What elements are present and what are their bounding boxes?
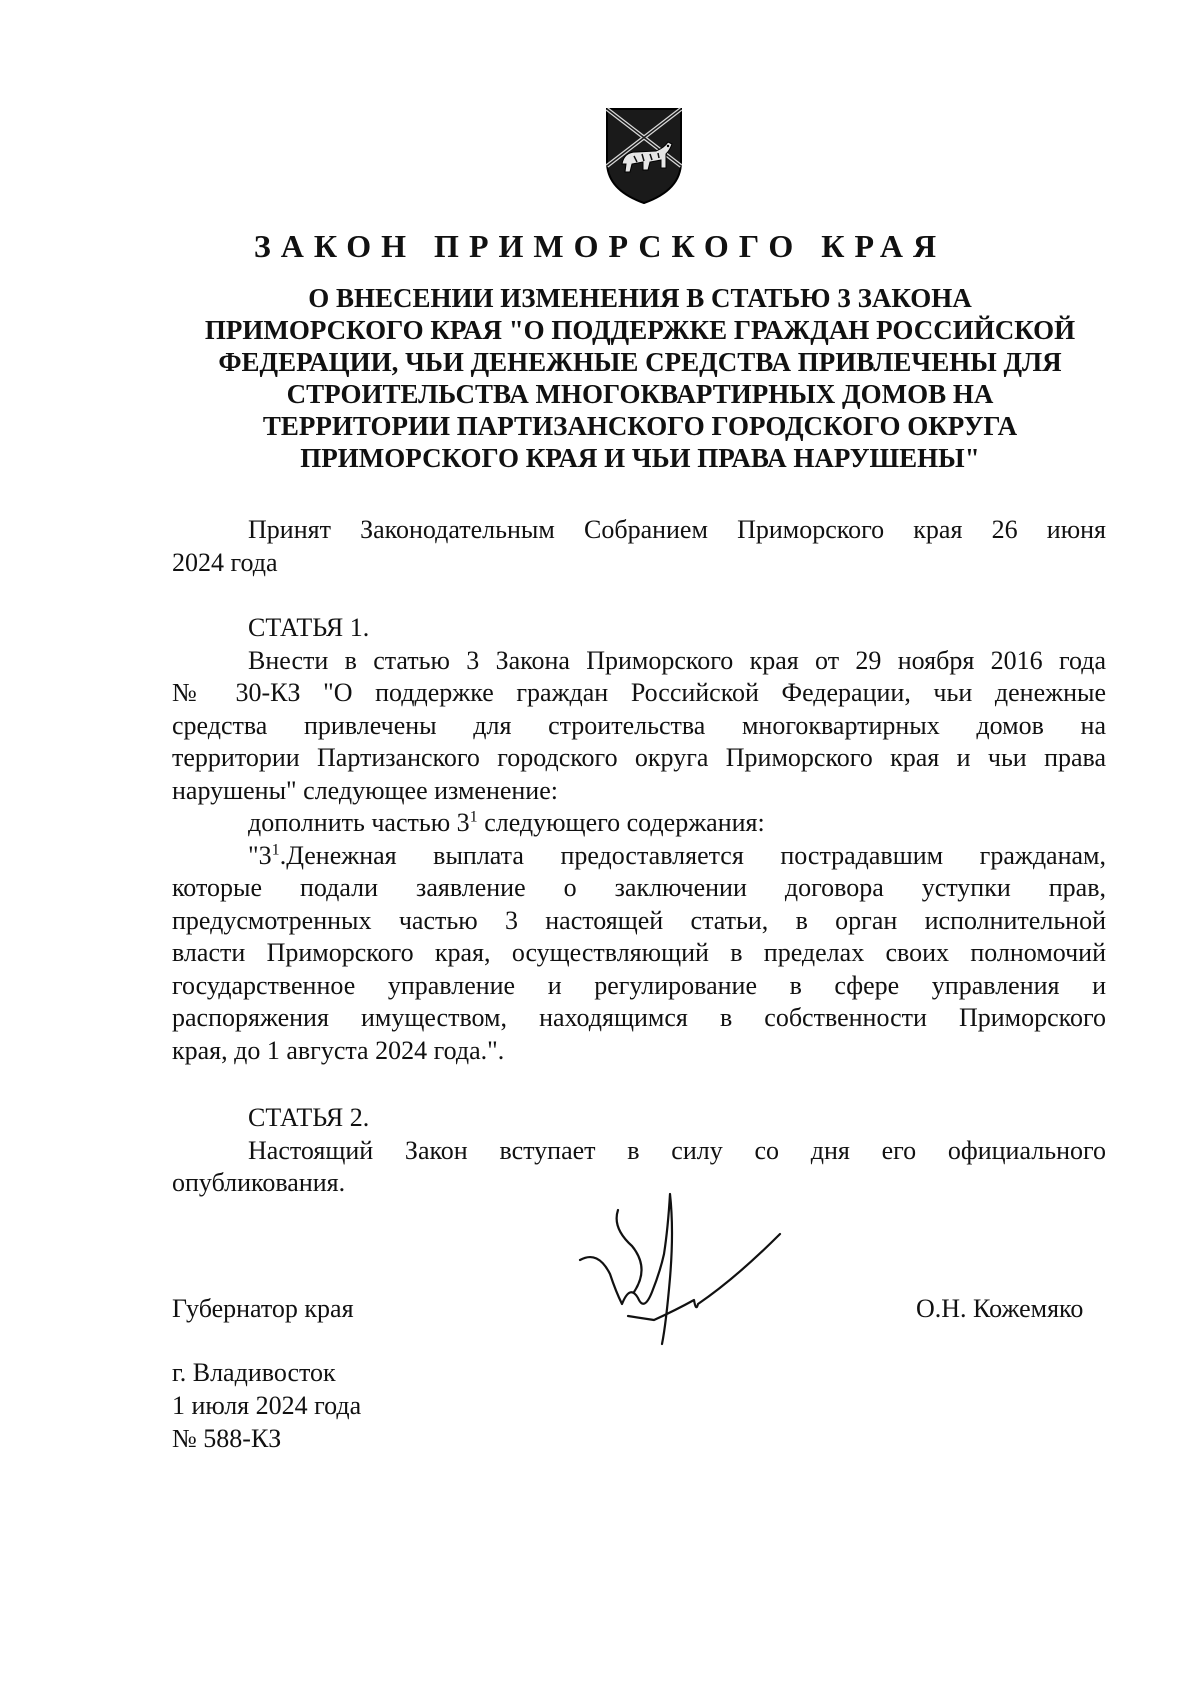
article-1-line: территории Партизанского городского округа Приморского края и чьи права xyxy=(172,743,1106,772)
supplement-suffix: следующего содержания: xyxy=(477,808,765,837)
article-1-line: нарушены" следующее изменение: xyxy=(172,775,558,805)
footer-city: г. Владивосток xyxy=(172,1358,336,1387)
subtitle-line: О ВНЕСЕНИИ ИЗМЕНЕНИЯ В СТАТЬЮ 3 ЗАКОНА xyxy=(308,283,972,313)
supplement-prefix: дополнить частью 3 xyxy=(248,808,470,837)
article-2-line: Настоящий Закон вступает в силу со дня его официального xyxy=(248,1135,1106,1165)
signatory-position: Губернатор края xyxy=(172,1294,354,1323)
article-2-line: опубликования. xyxy=(172,1168,346,1197)
quote-line: края, до 1 августа 2024 года.". xyxy=(172,1035,505,1065)
article-1-line: № 30-КЗ "О поддержке граждан Российской Федерации, чьи денежные xyxy=(172,678,1106,707)
subtitle-line: ПРИМОРСКОГО КРАЯ И ЧЬИ ПРАВА НАРУШЕНЫ" xyxy=(300,443,980,473)
article-1-line: Внести в статью 3 Закона Приморского края от 29 ноября 2016 года xyxy=(248,645,1106,675)
adoption-note xyxy=(172,514,1106,579)
article-1-line: средства привлечены для строительства многоквартирных домов на xyxy=(172,710,1106,740)
quote-suffix: .Денежная выплата предоставляется пострадавшим гражданам, xyxy=(279,840,1106,870)
supplement-line xyxy=(172,807,1106,840)
article-1-heading: СТАТЬЯ 1. xyxy=(248,613,370,642)
quote-line: государственное управление и регулирование в сфере управления и xyxy=(172,970,1106,1000)
quote-line: власти Приморского края, осуществляющий в пределах своих полномочий xyxy=(172,938,1106,967)
quote-superscript: 1 xyxy=(271,840,280,858)
quote-prefix: "3 xyxy=(248,840,272,870)
subtitle-line: ФЕДЕРАЦИИ, ЧЬИ ДЕНЕЖНЫЕ СРЕДСТВА ПРИВЛЕЧЕНЫ ДЛЯ xyxy=(218,347,1062,377)
adoption-line: Принят Законодательным Собранием Приморского края 26 июня xyxy=(248,515,1106,544)
law-subtitle xyxy=(170,282,1110,474)
article-1 xyxy=(172,612,1106,1067)
supplement-superscript: 1 xyxy=(469,808,478,826)
article-2 xyxy=(172,1102,1106,1200)
quote-line: предусмотренных частью 3 настоящей статьи, в орган исполнительной xyxy=(172,905,1106,935)
handwritten-signature xyxy=(576,1188,792,1348)
quote-first-line xyxy=(172,840,1106,873)
document-footer xyxy=(172,1356,361,1455)
signatory-name: О.Н. Кожемяко xyxy=(916,1294,1084,1323)
article-2-heading: СТАТЬЯ 2. xyxy=(248,1103,370,1132)
footer-date: 1 июля 2024 года xyxy=(172,1391,362,1420)
subtitle-line: ПРИМОРСКОГО КРАЯ "О ПОДДЕРЖКЕ ГРАЖДАН РОССИЙСКОЙ xyxy=(204,315,1076,345)
subtitle-line: ТЕРРИТОРИИ ПАРТИЗАНСКОГО ГОРОДСКОГО ОКРУГА xyxy=(262,411,1018,441)
footer-number: № 588-КЗ xyxy=(172,1424,282,1453)
subtitle-line: СТРОИТЕЛЬСТВА МНОГОКВАРТИРНЫХ ДОМОВ НА xyxy=(286,379,994,409)
coat-of-arms-emblem xyxy=(604,106,684,206)
law-title: ЗАКОН ПРИМОРСКОГО КРАЯ xyxy=(253,228,947,264)
quote-line: которые подали заявление о заключении договора уступки прав, xyxy=(172,873,1106,902)
adoption-line: 2024 года xyxy=(172,547,278,577)
quote-line: распоряжения имуществом, находящимся в собственности Приморского xyxy=(172,1003,1106,1032)
